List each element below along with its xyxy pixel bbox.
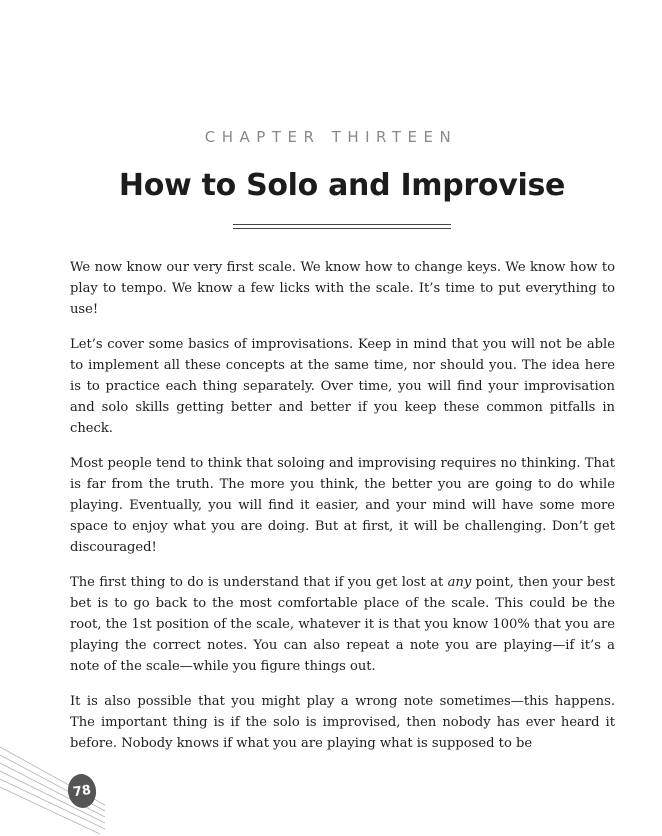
chapter-label: CHAPTER THIRTEEN	[204, 128, 458, 146]
emphasis-any: any	[447, 575, 472, 591]
title-divider	[233, 224, 451, 229]
body-text	[70, 258, 615, 770]
staff-lines-decoration	[0, 735, 120, 835]
paragraph-5: It is also possible that you might play a wrong note sometimes—this happens. The important thing is if the solo is improvised, then nobody has ever heard it before. Nobody knows if what you are playing what is supposed to be	[70, 694, 615, 751]
paragraph-4: The first thing to do is understand that if you get lost at any point, then your best bet is to go back to the most comfortable place of the scale. This could be the root, the 1st position of the scale, whatever it is that you know 100% that you are playing the correct notes. You can also repeat a note you are playing—if it’s a note of the scale—while you figure things out.	[70, 575, 615, 674]
paragraph-1: We now know our very first scale. We know how to change keys. We know how to play to tempo. We know a few licks with the scale. It’s time to put everything to use!	[70, 260, 615, 317]
page-title: How to Solo and Improvise	[118, 168, 566, 203]
paragraph-3: Most people tend to think that soloing and improvising requires no thinking. That is far from the truth. The more you think, the better you are going to do while playing. Eventually, you will find it easier, and your mind will have some more space to enjoy what you are doing. But at first, it will be challenging. Don’t get discouraged!	[70, 456, 615, 555]
page-number: 78	[71, 782, 93, 800]
paragraph-2: Let’s cover some basics of improvisations. Keep in mind that you will not be able to implement all these concepts at the same time, nor should you. The idea here is to practice each thing separately. Over time, you will find your improvisation and solo skills getting better and better if you keep these common pitfalls in check.	[70, 337, 615, 436]
